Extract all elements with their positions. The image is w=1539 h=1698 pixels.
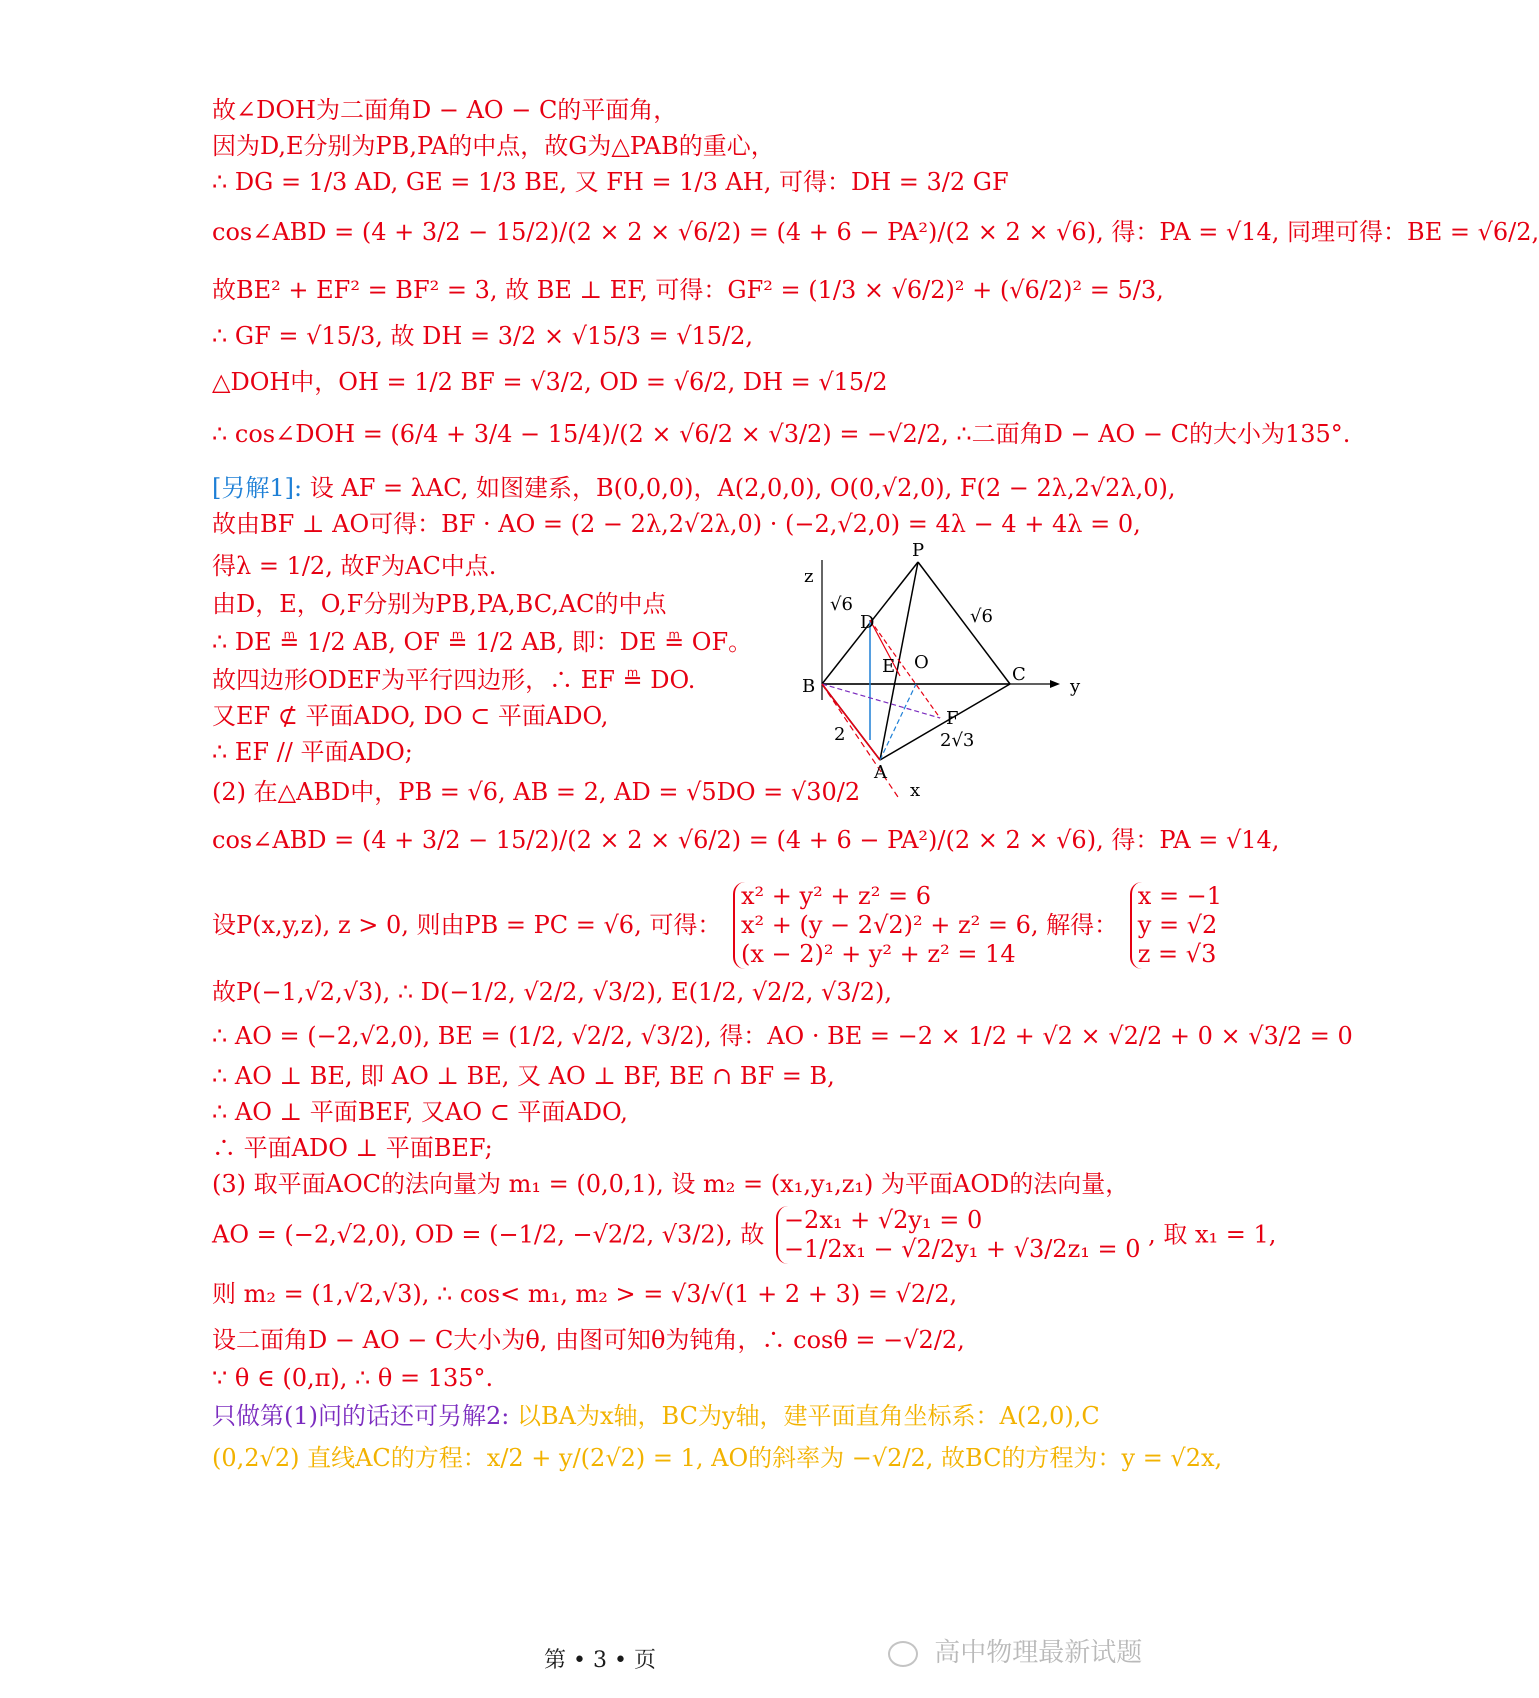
label-A: A	[874, 762, 887, 783]
solution-line: (0,2√2) 直线AC的方程：x/2 + y/(2√2) = 1, AO的斜率为 −√2/2, 故BC的方程为：y = √2x,	[212, 1444, 1223, 1472]
solution-line: ∴ DE ≞ 1/2 AB, OF ≞ 1/2 AB, 即：DE ≞ OF。	[212, 628, 753, 656]
solution-line: △DOH中，OH = 1/2 BF = √3/2, OD = √6/2, DH = √15/2	[212, 368, 888, 396]
equation-solution: x = −1 y = √2 z = √3	[1130, 882, 1222, 969]
solution-line: AO = (−2,√2,0), OD = (−1/2, −√2/2, √3/2), 故 −2x₁ + √2y₁ = 0 −1/2x₁ − √2/2y₁ + √3/2z₁ = 0 , 取 x₁ = 1,	[212, 1206, 1277, 1263]
label-F: F	[946, 708, 959, 729]
label-y: y	[1070, 676, 1081, 697]
solution-line: 因为D,E分别为PB,PA的中点，故G为△PAB的重心，	[212, 132, 775, 160]
solution-line: ∴ 平面ADO ⊥ 平面BEF;	[212, 1134, 493, 1162]
label-P: P	[912, 540, 925, 561]
solution-line: (2) 在△ABD中，PB = √6, AB = 2, AD = √5DO = √30/2	[212, 778, 861, 806]
solution-line: 则 m₂ = (1,√2,√3), ∴ cos< m₁, m₂ > = √3/√(1 + 2 + 3) = √2/2,	[212, 1280, 958, 1308]
solution-line: 得λ = 1/2, 故F为AC中点.	[212, 552, 497, 580]
solution-line: 故P(−1,√2,√3), ∴ D(−1/2, √2/2, √3/2), E(1/2, √2/2, √3/2),	[212, 978, 892, 1006]
solution-line: 故四边形ODEF为平行四边形，∴ EF ≞ DO.	[212, 666, 696, 694]
solution-line: 故∠DOH为二面角D − AO − C的平面角，	[212, 96, 678, 124]
label-x: x	[910, 780, 921, 801]
wechat-icon	[888, 1641, 918, 1667]
page-footer: 第 • 3 • 页	[544, 1648, 656, 1673]
solution-line: ∴ EF // 平面ADO;	[212, 738, 413, 766]
equation-system: x² + y² + z² = 6 x² + (y − 2√2)² + z² = 6, 解得： (x − 2)² + y² + z² = 14	[733, 882, 1118, 969]
solution-line: [另解1]: 设 AF = λAC, 如图建系，B(0,0,0)，A(2,0,0), O(0,√2,0), F(2 − 2λ,2√2λ,0),	[212, 474, 1176, 502]
watermark: 高中物理最新试题	[888, 1632, 1142, 1669]
label-2: 2	[834, 724, 846, 745]
label-B: B	[802, 676, 816, 697]
label-D: D	[860, 612, 875, 633]
solution-line: 故由BF ⊥ AO可得：BF · AO = (2 − 2λ,2√2λ,0) · (−2,√2,0) = 4λ − 4 + 4λ = 0,	[212, 510, 1141, 538]
label-O: O	[914, 652, 929, 673]
solution-line: ∴ AO ⊥ 平面BEF, 又AO ⊂ 平面ADO,	[212, 1098, 628, 1126]
label-2sqrt3: 2√3	[940, 730, 975, 751]
label-C: C	[1012, 664, 1026, 685]
solution-line: cos∠ABD = (4 + 3/2 − 15/2)/(2 × 2 × √6/2) = (4 + 6 − PA²)/(2 × 2 × √6), 得：PA = √14, 同理可得：BE = √6/2,	[212, 218, 1539, 246]
solution-line: 设二面角D − AO − C大小为θ, 由图可知θ为钝角，∴ cosθ = −√2/2,	[212, 1326, 965, 1354]
solution-line: ∴ cos∠DOH = (6/4 + 3/4 − 15/4)/(2 × √6/2 × √3/2) = −√2/2, ∴二面角D − AO − C的大小为135°.	[212, 420, 1351, 448]
solution-line: 设P(x,y,z), z > 0, 则由PB = PC = √6, 可得： x² + y² + z² = 6 x² + (y − 2√2)² + z² = 6, 解得： (x − 2)² + y² + z² = 14 x = −1 y = √2 z = √3	[212, 882, 1223, 968]
solution-line: ∵ θ ∈ (0,π), ∴ θ = 135°.	[212, 1364, 494, 1392]
normal-vector-system: −2x₁ + √2y₁ = 0 −1/2x₁ − √2/2y₁ + √3/2z₁ = 0	[776, 1206, 1141, 1264]
label-sqrt6-right: √6	[970, 606, 993, 627]
label-sqrt6-left: √6	[830, 594, 853, 615]
solution-line: ∴ GF = √15/3, 故 DH = 3/2 × √15/3 = √15/2,	[212, 322, 754, 350]
solution-line: ∴ AO = (−2,√2,0), BE = (1/2, √2/2, √3/2), 得：AO · BE = −2 × 1/2 + √2 × √2/2 + 0 × √3/2 = 0	[212, 1022, 1353, 1050]
label-z: z	[804, 566, 814, 587]
alt-solution-2-tag: 只做第(1)问的话还可另解2:	[212, 1402, 510, 1430]
solution-line: (3) 取平面AOC的法向量为 m₁ = (0,0,1), 设 m₂ = (x₁,y₁,z₁) 为平面AOD的法向量，	[212, 1170, 1130, 1198]
solution-line: ∴ AO ⊥ BE, 即 AO ⊥ BE, 又 AO ⊥ BF, BE ∩ BF = B,	[212, 1062, 835, 1090]
label-E: E	[882, 656, 896, 677]
solution-line: 由D，E，O,F分别为PB,PA,BC,AC的中点	[212, 590, 667, 618]
solution-line: 只做第(1)问的话还可另解2: 以BA为x轴，BC为y轴，建平面直角坐标系：A(2,0),C	[212, 1402, 1100, 1430]
solution-line: 故BE² + EF² = BF² = 3, 故 BE ⊥ EF, 可得：GF² = (1/3 × √6/2)² + (√6/2)² = 5/3,	[212, 276, 1164, 304]
solution-line: 又EF ⊄ 平面ADO, DO ⊂ 平面ADO,	[212, 702, 609, 730]
alt-solution-tag: [另解1]:	[212, 474, 303, 502]
pyramid-figure	[770, 540, 1110, 870]
solution-line: ∴ DG = 1/3 AD, GE = 1/3 BE, 又 FH = 1/3 AH, 可得：DH = 3/2 GF	[212, 168, 1009, 196]
solution-line: cos∠ABD = (4 + 3/2 − 15/2)/(2 × 2 × √6/2) = (4 + 6 − PA²)/(2 × 2 × √6), 得：PA = √14,	[212, 826, 1280, 854]
